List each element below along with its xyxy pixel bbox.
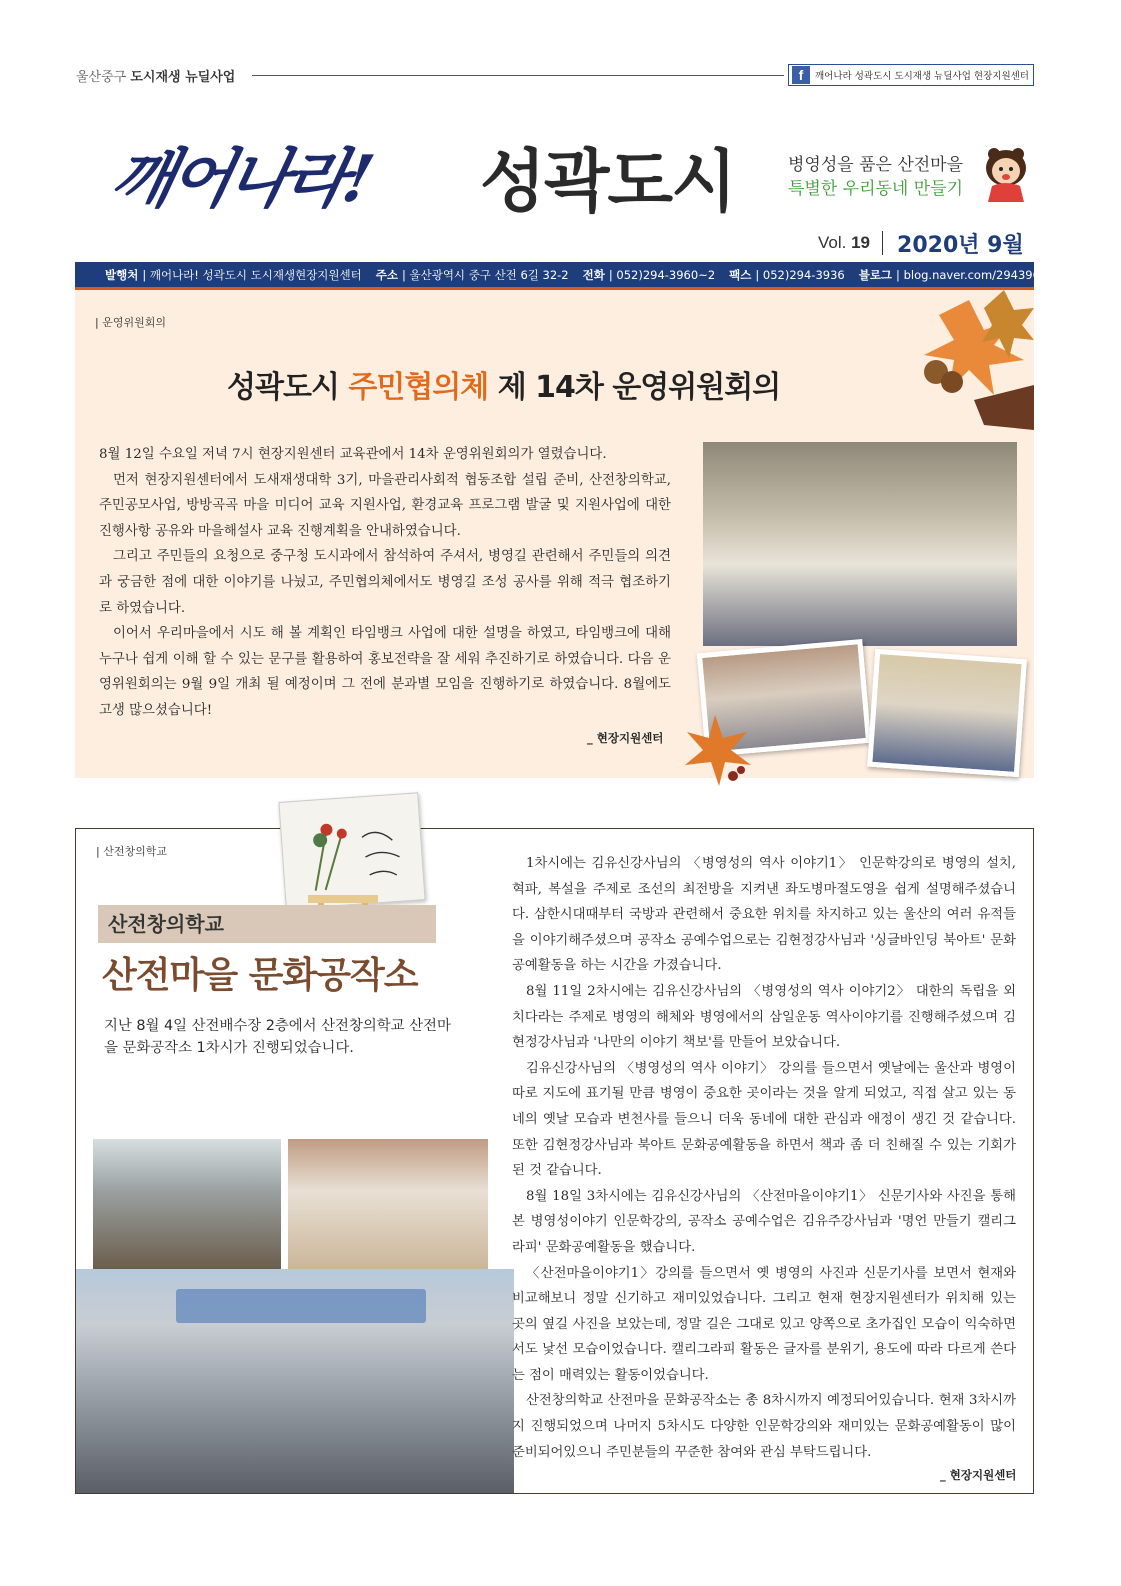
volume: [818, 233, 870, 253]
autumn-leaves-icon: [874, 290, 1034, 440]
meeting-photo-main: [703, 442, 1017, 646]
school-lead: 지난 8월 4일 산전배수장 2층에서 산전창의학교 산전마을 문화공작소 1차시가 진행되었습니다.: [104, 1018, 451, 1056]
meeting-section: [75, 290, 1034, 778]
classroom-photo: [93, 1139, 281, 1269]
publisher-label: 발행처: [105, 267, 139, 282]
masthead-city-title: 성곽도시: [480, 143, 735, 222]
meeting-signature: _ 현장지원센터: [587, 731, 664, 745]
separator: |: [755, 267, 763, 282]
meeting-title-highlight: 주민협의체: [348, 370, 489, 405]
separator: |: [608, 267, 617, 282]
school-paragraph: 8월 11일 2차시에는 김유신강사님의 〈병영성의 역사 이야기2〉 대한의 독립을 외치다라는 주제로 병영의 해체와 병영에서의 삼일운동 역사이야기를 진행해주셨으며 김현정강사님과 '나만의 이야기 책보'를 만들어 보았습니다.: [512, 983, 1016, 1051]
issue-divider: [882, 231, 883, 255]
meeting-paragraph: 이어서 우리마을에서 시도 해 볼 계획인 타임뱅크 사업에 대한 설명을 하였고, 타임뱅크에 대해 누구나 쉽게 이해 할 수 있는 문구를 활용하여 홍보전략을 잘 세워 추진하기로 하였습니다. 다음 운영위원회의는 9월 9일 개최 될 예정이며 그 전에 분과별 모임을 진행하기로 하였습니다. 8월에도 고생 많으셨습니다!: [99, 626, 671, 718]
section-label-text: 산전창의학교: [103, 845, 167, 858]
meeting-title: [227, 362, 780, 406]
blog-label: 블로그: [858, 267, 893, 282]
section-label: | 운영위원회의: [95, 316, 166, 329]
masthead-brush-title: 깨어나라!: [104, 142, 377, 217]
school-paragraph: 산전창의학교 산전마을 문화공작소는 총 8차시까지 예정되어있습니다. 현재 3차시까지 진행되었으며 나머지 5차시도 다양한 인문학강의와 재미있는 문화공예활동이 많이 준비되어있으니 주민분들의 꾸준한 참여와 관심 부탁드립니다.: [512, 1393, 1016, 1460]
address-value: 울산광역시 중구 산전 6길 32-2: [409, 267, 569, 282]
school-paragraph: 김유신강사님의 〈병영성의 역사 이야기〉 강의를 들으면서 옛날에는 울산과 병영이 따로 지도에 표기될 만큼 병영이 중요한 곳이라는 것을 알게 되었고, 직접 살고 있는 동네의 옛날 모습과 변천사를 들으니 더욱 동네에 대한 관심과 애정이 생긴 것 같습니다. 또한 김현정강사님과 북아트 문화공예활동을 하면서 책과 좀 더 친해질 수 있는 기회가 된 것 같습니다.: [512, 1060, 1016, 1179]
facebook-link[interactable]: [788, 64, 1034, 86]
calligraphy-class-photo: [76, 1269, 514, 1493]
issue-row: [818, 228, 1038, 258]
tagline-line2: 특별한 우리동네 만들기: [788, 179, 964, 199]
meeting-photo-small-2: [867, 649, 1027, 777]
school-title: 산전마을 문화공작소: [102, 955, 418, 996]
school-body: [512, 851, 1016, 1465]
facebook-link-text: 깨어나라 성곽도시 도시재생 뉴딜사업 현장지원센터: [815, 71, 1029, 82]
meeting-title-part2: 제 14차 운영위원회의: [497, 370, 781, 405]
volume-number: 19: [851, 233, 871, 252]
top-line: [76, 64, 1034, 88]
school-paragraph: 〈산전마을이야기1〉강의를 들으면서 옛 병영의 사진과 신문기사를 보면서 현재와 비교해보니 정말 신기하고 재미있었습니다. 그리고 현재 현장지원센터가 위치해 있는 곳의 옆길 사진을 보았는데, 정말 길은 그대로 있고 양쪽으로 초가집인 모습이 익숙하면서도 낯선 모습이었습니다. 캘리그라피 활동은 글자를 분위기, 용도에 따라 다르게 쓴다는 점이 매력있는 활동이었습니다.: [512, 1265, 1016, 1383]
volume-label: Vol.: [818, 233, 847, 252]
meeting-paragraph: 먼저 현장지원센터에서 도새재생대학 3기, 마을관리사회적 협동조합 설립 준비, 산전창의학교, 주민공모사업, 방방곡곡 마을 미디어 교육 지원사업, 환경교육 프로그램 발굴 및 지원사업에 대한 진행사항 공유와 마을해설사 교육 진행계획을 안내하였습니다.: [99, 472, 671, 539]
meeting-paragraph: 8월 12일 수요일 저녁 7시 현장지원센터 교육관에서 14차 운영위원회의가 열렸습니다.: [99, 447, 607, 462]
top-rule: [252, 75, 784, 76]
series-label: [76, 66, 235, 85]
mascot-icon: [980, 146, 1032, 202]
series-bold: 도시재생 뉴딜사업: [130, 70, 236, 85]
separator: |: [142, 267, 150, 282]
masthead: [96, 118, 736, 228]
school-subtitle: 산전창의학교: [98, 905, 436, 943]
separator: |: [896, 267, 904, 282]
publisher-info-bar: [75, 262, 1048, 290]
tagline: [788, 153, 988, 201]
school-paragraph: 8월 18일 3차시에는 김유신강사님의 〈산전마을이야기1〉 신문기사와 사진을 통해 본 병영성이야기 인문학강의, 공작소 공예수업은 김유주강사님과 '명언 만들기 캘리그라피' 문화공예활동을 했습니다.: [512, 1188, 1016, 1255]
meeting-paragraph: 그리고 주민들의 요청으로 중구청 도시과에서 참석하여 주셔서, 병영길 관련해서 주민들의 의견과 궁금한 점에 대한 이야기를 나눴고, 주민협의체에서도 병영길 조성 공사를 위해 적극 협조하기로 하였습니다.: [99, 549, 671, 616]
bookart-photo: [288, 1139, 488, 1269]
publisher-value: 깨어나라! 성곽도시 도시재생현장지원센터: [149, 267, 362, 282]
school-signature: _ 현장지원센터: [940, 1468, 1017, 1482]
meeting-body: [99, 442, 671, 724]
maple-leaf-icon: [675, 710, 755, 790]
address-label: 주소: [375, 267, 398, 282]
series-prefix: 울산중구: [76, 70, 127, 85]
separator: |: [401, 267, 410, 282]
fax-value: 052)294-3936: [762, 267, 845, 282]
school-paragraph: 1차시에는 김유신강사님의 〈병영성의 역사 이야기1〉 인문학강의로 병영의 설치, 혁파, 복설을 주제로 조선의 최전방을 지켜낸 좌도병마절도영을 쉽게 설명해주셨습니다. 삼한시대때부터 국방과 관련해서 중요한 위치를 차지하고 있는 울산의 여러 유적들을 이야기해주셨으며 공작소 공예수업으로는 김현정강사님과 '싱글바인딩 북아트' 문화공예활동을 하는 시간을 가졌습니다.: [512, 856, 1016, 974]
phone-label: 전화: [582, 267, 605, 282]
section-label: | 산전창의학교: [96, 845, 167, 858]
facebook-icon: f: [792, 66, 810, 84]
meeting-title-part1: 성곽도시: [227, 370, 339, 405]
tagline-line1: 병영성을 품은 산전마을: [788, 155, 964, 175]
fax-label: 팩스: [729, 267, 752, 282]
section-label-text: 운영위원회의: [102, 316, 166, 329]
class-banner: [176, 1289, 426, 1323]
issue-date: 2020년 9월: [897, 232, 1024, 258]
school-section: [75, 828, 1034, 1494]
blog-link[interactable]: blog.naver.com/2943960: [903, 267, 1048, 282]
phone-value: 052)294-3960~2: [616, 267, 716, 282]
